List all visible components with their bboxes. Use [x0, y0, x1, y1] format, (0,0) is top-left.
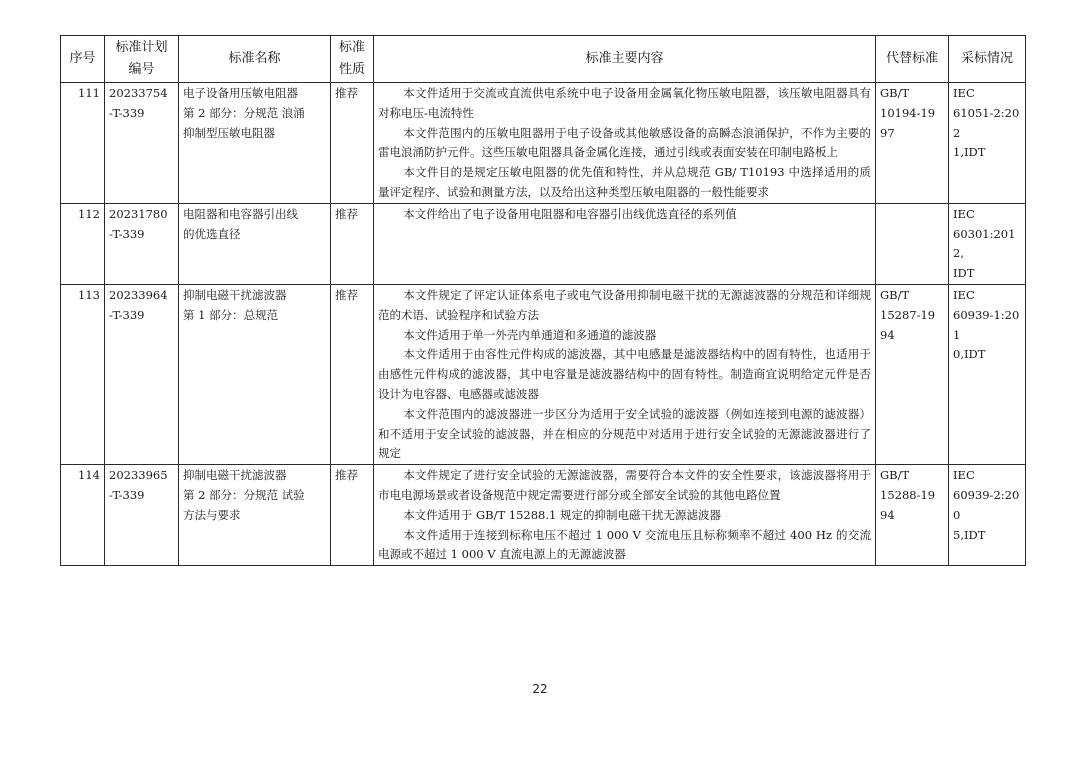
cell-adoption-line: 0,IDT: [953, 347, 986, 362]
cell-adoption-line: IEC: [953, 468, 975, 483]
cell-name-line: 抑制电磁干扰滤波器: [183, 287, 287, 302]
cell-plan-no-line: -T-339: [109, 307, 145, 322]
cell-plan-no-line: 20231780: [109, 206, 168, 221]
cell-replaces-line: GB/T: [880, 468, 910, 483]
cell-nature: 推荐: [331, 83, 374, 204]
cell-no: 112: [61, 203, 105, 284]
cell-nature: 推荐: [331, 284, 374, 464]
header-content: 标准主要内容: [374, 36, 876, 83]
cell-nature: 推荐: [331, 203, 374, 284]
header-name: 标准名称: [179, 36, 331, 83]
cell-adoption-line: 60939-1:201: [953, 307, 1020, 342]
cell-replaces: [876, 465, 949, 566]
table-row: [61, 284, 1026, 464]
cell-adoption: [949, 284, 1026, 464]
cell-plan-no-line: -T-339: [109, 105, 145, 120]
header-plan-no-line2: 编号: [128, 62, 155, 77]
cell-adoption: [949, 83, 1026, 204]
header-plan-no: [105, 36, 179, 83]
cell-plan-no-line: 20233964: [109, 287, 168, 302]
cell-content: [374, 203, 876, 284]
cell-nature: 推荐: [331, 465, 374, 566]
cell-replaces-line: 94: [880, 327, 895, 342]
page-number: 22: [532, 682, 548, 696]
cell-content: [374, 83, 876, 204]
cell-content-line: 本文件适用于连接到标称电压不超过 1 000 V 交流电压且标称频率不超过 400 Hz 的交流电源或不超过 1 000 V 直流电源上的无源滤波器: [378, 527, 871, 562]
cell-replaces-line: GB/T: [880, 287, 910, 302]
cell-name-line: 抑制电磁干扰滤波器: [183, 468, 287, 483]
cell-name: [179, 203, 331, 284]
cell-name-line: 第 1 部分：总规范: [183, 307, 279, 322]
cell-name-line: 方法与要求: [183, 507, 241, 522]
cell-name-line: 的优选直径: [183, 226, 241, 241]
cell-plan-no: [105, 83, 179, 204]
cell-plan-no-line: -T-339: [109, 226, 145, 241]
cell-name-line: 第 2 部分：分规范 试验: [183, 487, 305, 502]
cell-replaces-line: GB/T: [880, 86, 910, 100]
cell-content: [374, 284, 876, 464]
cell-replaces-line: 94: [880, 507, 895, 522]
header-nature: [331, 36, 374, 83]
cell-content-line: 本文件规定了评定认证体系电子或电气设备用抑制电磁干扰的无源滤波器的分规范和详细规范的术语、试验程序和试验方法: [378, 287, 871, 322]
cell-adoption-line: IDT: [953, 266, 975, 281]
cell-name-line: 第 2 部分：分规范 浪涌: [183, 105, 305, 120]
cell-adoption-line: 5,IDT: [953, 527, 986, 542]
header-nature-line2: 性质: [338, 62, 365, 77]
cell-adoption-line: IEC: [953, 86, 975, 100]
cell-plan-no: [105, 284, 179, 464]
cell-plan-no: [105, 465, 179, 566]
cell-no: 111: [61, 83, 105, 204]
cell-name-line: 电阻器和电容器引出线: [183, 206, 298, 221]
cell-plan-no-line: -T-339: [109, 487, 145, 502]
cell-adoption-line: IEC: [953, 287, 975, 302]
header-plan-no-line1: 标准计划: [115, 40, 168, 55]
cell-replaces-line: 97: [880, 125, 895, 140]
cell-replaces: [876, 83, 949, 204]
cell-adoption-line: 60939-2:200: [953, 487, 1020, 522]
cell-replaces-line: 15288-19: [880, 487, 936, 502]
cell-name: [179, 284, 331, 464]
table-row: [61, 83, 1026, 204]
cell-content-line: 本文件目的是规定压敏电阻器的优先值和特性，并从总规范 GB/ T10193 中选择适用的质量评定程序、试验和测量方法，以及给出这种类型压敏电阻器的一般性能要求: [378, 165, 871, 199]
cell-plan-no: [105, 203, 179, 284]
cell-content-line: 本文件适用于 GB/T 15288.1 规定的抑制电磁干扰无源滤波器: [403, 507, 721, 522]
table-header: [61, 36, 1026, 83]
cell-name: [179, 83, 331, 204]
header-adoption: 采标情况: [949, 36, 1026, 83]
cell-content-line: 本文件适用于单一外壳内单通道和多通道的滤波器: [403, 327, 657, 342]
cell-no: 113: [61, 284, 105, 464]
standards-table: [60, 35, 1026, 566]
cell-content: [374, 465, 876, 566]
table-row: [61, 465, 1026, 566]
cell-content-line: 本文件规定了进行安全试验的无源滤波器，需要符合本文件的安全性要求，该滤波器将用于市电电源场景或者设备规范中规定需要进行部分或全部安全试验的其他电路位置: [378, 468, 871, 502]
header-nature-line1: 标准: [338, 40, 365, 55]
table-row: [61, 203, 1026, 284]
cell-replaces: [876, 203, 949, 284]
cell-no: 114: [61, 465, 105, 566]
cell-plan-no-line: 20233965: [109, 468, 168, 483]
cell-plan-no-line: 20233754: [109, 86, 168, 100]
cell-content-line: 本文件范围内的压敏电阻器用于电子设备或其他敏感设备的高瞬态浪涌保护，不作为主要的雷电浪涌防护元件。这些压敏电阻器具备金属化连接，通过引线或表面安装在印制电路板上: [378, 125, 871, 160]
cell-content-line: 本文件适用于交流或直流供电系统中电子设备用金属氧化物压敏电阻器，该压敏电阻器具有对称电压-电流特性: [378, 86, 871, 120]
header-no: 序号: [61, 36, 105, 83]
cell-name-line: 抑制型压敏电阻器: [183, 125, 275, 140]
table-body: [61, 83, 1026, 566]
cell-adoption-line: 61051-2:202: [953, 105, 1020, 140]
cell-adoption: [949, 465, 1026, 566]
header-row: [61, 36, 1026, 83]
cell-adoption-line: 60301:2012,: [953, 226, 1016, 261]
cell-content-line: 本文件范围内的滤波器进一步区分为适用于安全试验的滤波器（例如连接到电源的滤波器）和不适用于安全试验的滤波器，并在相应的分规范中对适用于进行安全试验的无源滤波器进行了规定: [378, 406, 871, 461]
cell-name: [179, 465, 331, 566]
cell-replaces-line: 15287-19: [880, 307, 936, 322]
cell-adoption: [949, 203, 1026, 284]
cell-adoption-line: 1,IDT: [953, 145, 986, 160]
cell-replaces: [876, 284, 949, 464]
cell-name-line: 电子设备用压敏电阻器: [183, 86, 298, 100]
cell-adoption-line: IEC: [953, 206, 975, 221]
header-replaces: 代替标准: [876, 36, 949, 83]
cell-content-line: 本文件给出了电子设备用电阻器和电容器引出线优选直径的系列值: [403, 206, 737, 221]
cell-replaces-line: 10194-19: [880, 105, 936, 120]
cell-content-line: 本文件适用于由容性元件构成的滤波器，其中电感量是滤波器结构中的固有特性，也适用于由感性元件构成的滤波器，其中电容量是滤波器结构中的固有特性。制造商宜说明给定元件是否设计为电容器、电感器或滤波器: [378, 347, 871, 401]
